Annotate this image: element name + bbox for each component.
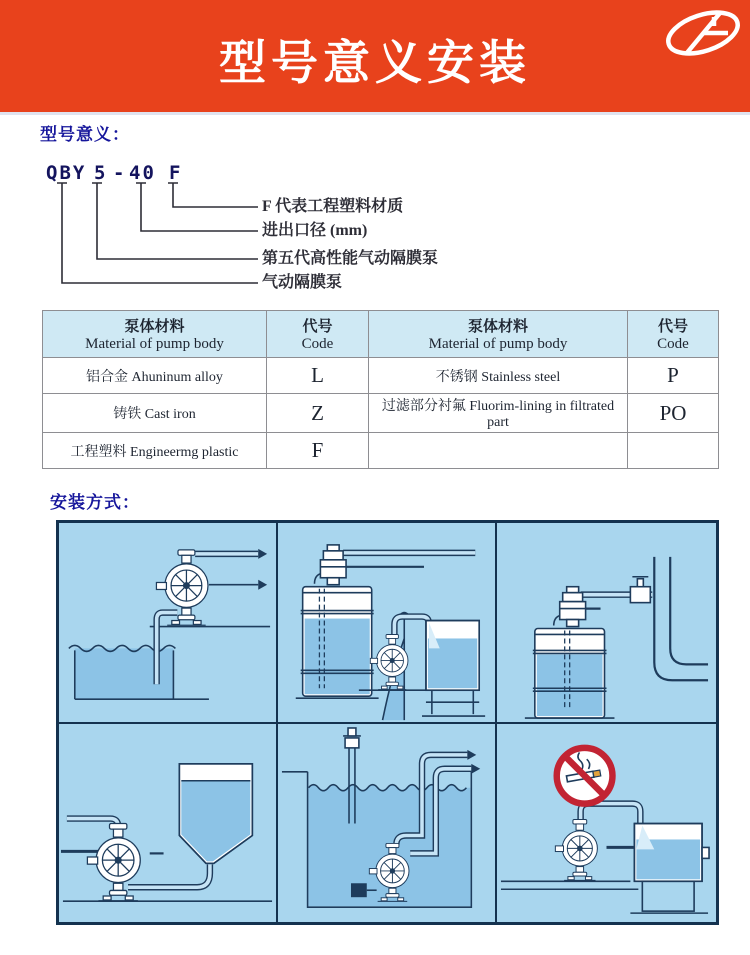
code-cell: PO <box>628 394 719 433</box>
callout-material: F 代表工程塑料材质 <box>262 198 404 215</box>
diagram-no-smoking-pump-to-elevated-tank <box>497 724 716 923</box>
col-header-material-left: 泵体材料 Material of pump body <box>43 311 267 358</box>
material-cell: 铸铁 Cast iron <box>43 394 267 433</box>
callout-pump-type: 气动隔膜泵 <box>262 274 343 291</box>
code-cell <box>628 433 719 469</box>
material-cell: 过滤部分衬氟 Fluorim-lining in filtrated part <box>369 394 628 433</box>
col-header-material-right: 泵体材料 Material of pump body <box>369 311 628 358</box>
materials-table <box>42 310 719 469</box>
brand-logo-icon <box>662 4 744 62</box>
callout-port-size: 进出口径 (mm) <box>262 222 368 239</box>
callout-generation: 第五代高性能气动隔膜泵 <box>262 250 439 267</box>
table-row <box>43 433 719 469</box>
code-cell: F <box>267 433 369 469</box>
drum-transfer-diagram <box>278 523 495 722</box>
model-code-diagram <box>40 162 730 307</box>
model-code-material: F <box>169 162 183 184</box>
table-row <box>43 394 719 433</box>
installation-diagram-grid <box>56 520 719 925</box>
diagram-drum-pump-to-pipeline <box>497 523 716 724</box>
col-header-code-right: 代号 Code <box>628 311 719 358</box>
diagram-hopper-gravity-feed-to-pump <box>59 724 278 923</box>
diagram-submerged-pump-in-tank <box>278 724 497 923</box>
col-header-code-left: 代号 Code <box>267 311 369 358</box>
code-cell: P <box>628 358 719 394</box>
drum-to-pipeline-diagram <box>497 523 716 722</box>
suction-lift-diagram <box>59 523 276 722</box>
model-code-series: QBY <box>46 162 87 184</box>
material-cell: 铝合金 Ahuninum alloy <box>43 358 267 394</box>
material-cell <box>369 433 628 469</box>
material-cell: 工程塑料 Engineermg plastic <box>43 433 267 469</box>
model-meaning-heading: 型号意义： <box>40 125 130 144</box>
no-smoking-icon <box>557 748 613 804</box>
banner <box>0 0 750 115</box>
code-cell: L <box>267 358 369 394</box>
table-row <box>43 358 719 394</box>
table-header-row <box>43 311 719 358</box>
flammable-transfer-diagram <box>497 724 716 923</box>
model-code-generation: 5 <box>94 162 108 184</box>
model-code-dash: - <box>113 162 127 184</box>
diagram-suction-lift-from-open-tank <box>59 523 278 724</box>
model-code-size: 40 <box>129 162 156 184</box>
submerged-pump-diagram <box>278 724 495 923</box>
material-cell: 不锈钢 Stainless steel <box>369 358 628 394</box>
hopper-feed-diagram <box>59 724 276 923</box>
diagram-drum-transfer-and-floor-pump-to-tank <box>278 523 497 724</box>
page-title: 型号意义安装 <box>219 36 531 89</box>
code-cell: Z <box>267 394 369 433</box>
installation-heading: 安装方式： <box>50 493 140 512</box>
